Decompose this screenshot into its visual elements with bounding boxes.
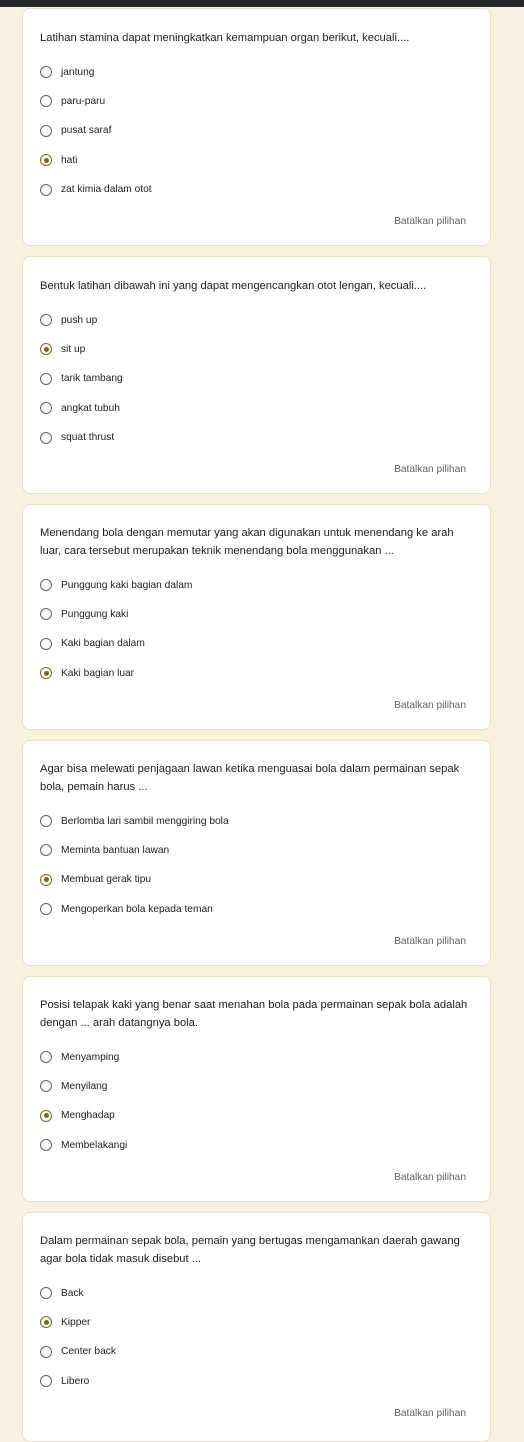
question-text: Latihan stamina dapat meningkatkan kemampuan organ berikut, kecuali.... xyxy=(40,32,410,44)
radio-checked-icon[interactable] xyxy=(40,1316,52,1328)
option-label: Libero xyxy=(61,1375,90,1387)
question-card xyxy=(22,256,491,494)
question-text: Bentuk latihan dibawah ini yang dapat mengencangkan otot lengan, kecuali.... xyxy=(40,280,427,292)
radio-unchecked-icon[interactable] xyxy=(40,1346,52,1358)
answer-option[interactable] xyxy=(40,840,169,860)
option-label: Berlomba lari sambil menggiring bola xyxy=(61,815,229,827)
option-label: Mengoperkan bola kepada teman xyxy=(61,903,213,915)
radio-unchecked-icon[interactable] xyxy=(40,1051,52,1063)
option-label: Menyilang xyxy=(61,1080,108,1092)
answer-option[interactable] xyxy=(40,62,94,82)
option-label: Kipper xyxy=(61,1316,91,1328)
question-card xyxy=(22,8,491,246)
option-label: sit up xyxy=(61,343,86,355)
radio-checked-icon[interactable] xyxy=(40,1110,52,1122)
radio-unchecked-icon[interactable] xyxy=(40,1080,52,1092)
answer-option[interactable] xyxy=(40,811,229,831)
answer-option[interactable] xyxy=(40,339,85,359)
answer-option[interactable] xyxy=(40,663,134,683)
option-label: angkat tubuh xyxy=(61,402,120,414)
question-card xyxy=(22,504,491,730)
answer-option[interactable] xyxy=(40,91,105,111)
radio-checked-icon[interactable] xyxy=(40,343,52,355)
answer-option[interactable] xyxy=(40,180,152,200)
clear-selection-button[interactable]: Batalkan pilihan xyxy=(394,935,466,947)
option-label: hati xyxy=(61,154,78,166)
option-label: Punggung kaki bagian dalam xyxy=(61,579,193,591)
option-label: Menyamping xyxy=(61,1051,120,1063)
radio-unchecked-icon[interactable] xyxy=(40,402,52,414)
option-label: Center back xyxy=(61,1346,116,1358)
option-label: Kaki bagian dalam xyxy=(61,638,145,650)
question-text: Dalam permainan sepak bola, pemain yang bertugas mengamankan daerah gawang agar bola tidak masuk disebut ... xyxy=(40,1235,460,1265)
option-label: pusat saraf xyxy=(61,125,112,137)
option-label: Meminta bantuan lawan xyxy=(61,844,170,856)
question-card xyxy=(22,740,491,966)
answer-option[interactable] xyxy=(40,870,151,890)
answer-option[interactable] xyxy=(40,1371,89,1391)
answer-option[interactable] xyxy=(40,310,97,330)
clear-selection-button[interactable]: Batalkan pilihan xyxy=(394,1171,466,1183)
answer-option[interactable] xyxy=(40,398,120,418)
option-label: squat thrust xyxy=(61,432,115,444)
answer-option[interactable] xyxy=(40,1312,90,1332)
radio-unchecked-icon[interactable] xyxy=(40,1139,52,1151)
radio-unchecked-icon[interactable] xyxy=(40,314,52,326)
option-label: Back xyxy=(61,1287,84,1299)
answer-option[interactable] xyxy=(40,1342,116,1362)
answer-option[interactable] xyxy=(40,428,114,448)
radio-unchecked-icon[interactable] xyxy=(40,373,52,385)
answer-option[interactable] xyxy=(40,634,145,654)
radio-checked-icon[interactable] xyxy=(40,667,52,679)
option-label: Membuat gerak tipu xyxy=(61,874,152,886)
radio-unchecked-icon[interactable] xyxy=(40,432,52,444)
answer-option[interactable] xyxy=(40,1076,107,1096)
option-label: paru-paru xyxy=(61,95,106,107)
option-label: zat kimia dalam otot xyxy=(61,184,152,196)
radio-unchecked-icon[interactable] xyxy=(40,1287,52,1299)
answer-option[interactable] xyxy=(40,1047,119,1067)
radio-unchecked-icon[interactable] xyxy=(40,844,52,856)
question-text: Agar bisa melewati penjagaan lawan ketika menguasai bola dalam permainan sepak bola, pemain harus ... xyxy=(40,763,460,793)
question-card xyxy=(22,976,491,1202)
radio-unchecked-icon[interactable] xyxy=(40,903,52,915)
answer-option[interactable] xyxy=(40,369,123,389)
radio-checked-icon[interactable] xyxy=(40,154,52,166)
option-label: push up xyxy=(61,314,98,326)
answer-option[interactable] xyxy=(40,604,128,624)
answer-option[interactable] xyxy=(40,899,213,919)
radio-unchecked-icon[interactable] xyxy=(40,95,52,107)
option-label: Punggung kaki xyxy=(61,608,129,620)
option-label: tarik tambang xyxy=(61,373,123,385)
answer-option[interactable] xyxy=(40,575,192,595)
clear-selection-button[interactable]: Batalkan pilihan xyxy=(394,216,466,227)
option-label: Membelakangi xyxy=(61,1139,128,1151)
clear-selection-button[interactable]: Batalkan pilihan xyxy=(394,464,466,475)
radio-unchecked-icon[interactable] xyxy=(40,125,52,137)
question-text: Menendang bola dengan memutar yang akan digunakan untuk menendang ke arah luar, cara tersebut merupakan teknik menendang bola menggunakan ... xyxy=(40,527,454,557)
radio-unchecked-icon[interactable] xyxy=(40,66,52,78)
radio-unchecked-icon[interactable] xyxy=(40,638,52,650)
option-label: Kaki bagian luar xyxy=(61,667,135,679)
top-bar xyxy=(0,0,524,7)
answer-option[interactable] xyxy=(40,1135,127,1155)
clear-selection-button[interactable]: Batalkan pilihan xyxy=(394,1407,466,1419)
clear-selection-button[interactable]: Batalkan pilihan xyxy=(394,699,466,711)
answer-option[interactable] xyxy=(40,1106,115,1126)
radio-unchecked-icon[interactable] xyxy=(40,1375,52,1387)
answer-option[interactable] xyxy=(40,1283,84,1303)
answer-option[interactable] xyxy=(40,121,111,141)
option-label: jantung xyxy=(61,66,95,78)
radio-unchecked-icon[interactable] xyxy=(40,608,52,620)
radio-checked-icon[interactable] xyxy=(40,874,52,886)
radio-unchecked-icon[interactable] xyxy=(40,184,52,196)
question-card xyxy=(22,1212,491,1442)
radio-unchecked-icon[interactable] xyxy=(40,815,52,827)
answer-option[interactable] xyxy=(40,150,77,170)
radio-unchecked-icon[interactable] xyxy=(40,579,52,591)
question-text: Posisi telapak kaki yang benar saat menahan bola pada permainan sepak bola adalah dengan ... arah datangnya bola. xyxy=(40,999,468,1029)
option-label: Menghadap xyxy=(61,1110,115,1122)
